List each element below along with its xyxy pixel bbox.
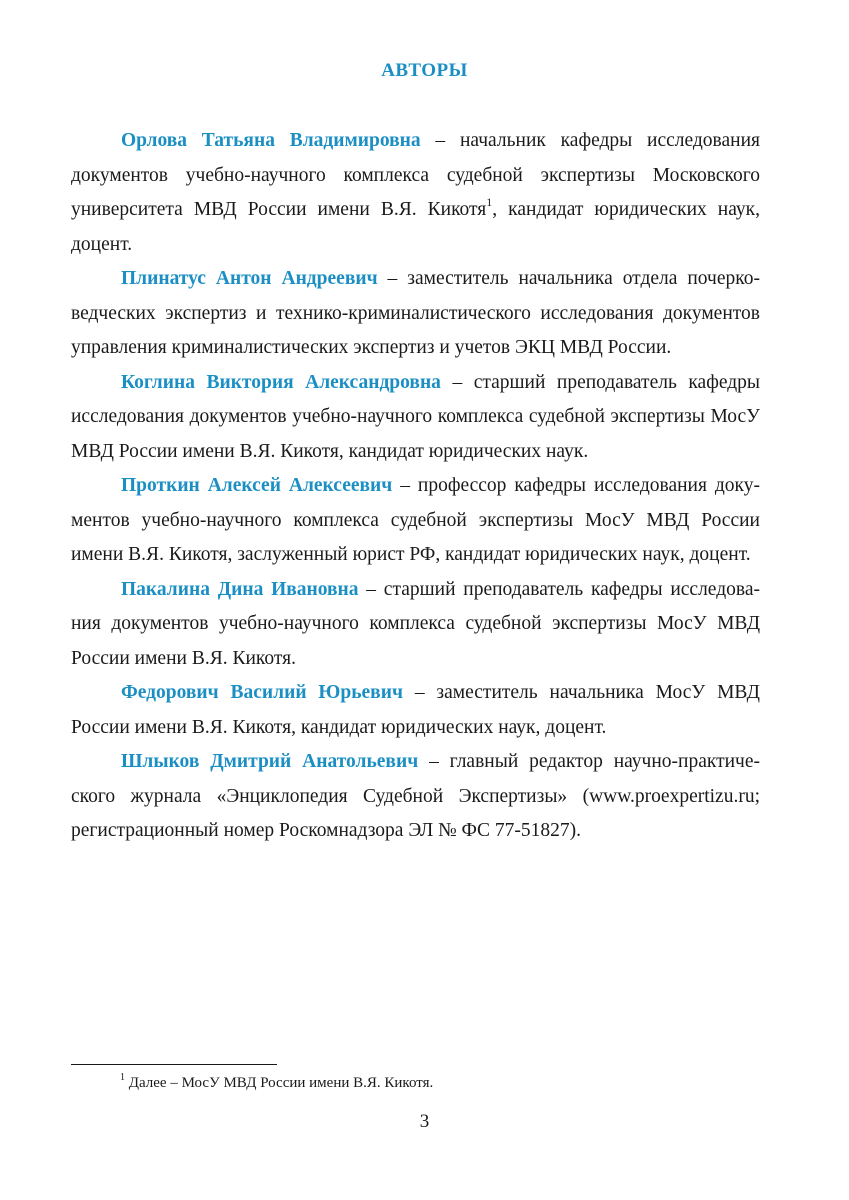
- author-name: Федорович Василий Юрьевич: [121, 682, 403, 703]
- author-description: – старший преподаватель кафедры исследования документов учебно-научного комплекса судебной экспертизы МосУ МВД России имени В.Я. Кикотя.: [71, 578, 760, 669]
- author-name: Проткин Алексей Алексеевич: [121, 475, 393, 496]
- footnote: [120, 1073, 433, 1093]
- author-entry: [71, 676, 760, 745]
- footnote-marker: 1: [120, 1072, 125, 1083]
- author-entry: [71, 366, 760, 470]
- author-description: – главный редактор научно-практического журнала «Энциклопедия Судебной Экспертизы» (www.proexpertizu.ru; регистрационный номер Роскомнадзора ЭЛ № ФС 77-51827).: [71, 751, 761, 841]
- page-title: АВТОРЫ: [381, 60, 468, 81]
- author-name: Плинатус Антон Андреевич: [121, 268, 378, 289]
- author-description: – профессор кафедры исследования документов учебно-научного комплекса судебной экспертизы МосУ МВД России имени В.Я. Кикотя, заслуженный юрист РФ, кандидат юридических наук, доцент.: [71, 475, 760, 565]
- author-name: Пакалина Дина Ивановна: [121, 578, 359, 600]
- author-description: – заместитель начальника МосУ МВД России имени В.Я. Кикотя, кандидат юридических наук, доцент.: [71, 682, 760, 738]
- author-description: – старший преподаватель кафедры исследования документов учебно-научного комплекса судебной экспертизы МосУ МВД России имени В.Я. Кикотя, кандидат юридических наук.: [71, 371, 760, 462]
- author-name: Шлыков Дмитрий Анатольевич: [121, 751, 419, 772]
- page-number: 3: [419, 1111, 430, 1132]
- author-entry: [71, 469, 760, 573]
- author-description-continued: , кандидат юридических наук, доцент.: [71, 199, 760, 255]
- footnote-divider: [71, 1064, 277, 1065]
- author-entry: [71, 262, 760, 366]
- author-entry: [71, 124, 760, 262]
- footnote-reference: 1: [486, 194, 493, 209]
- author-name: Орлова Татьяна Владимировна: [121, 130, 421, 151]
- footnote-text: Далее – МосУ МВД России имени В.Я. Кикотя.: [125, 1075, 434, 1091]
- author-description: – заместитель начальника отдела почерковедческих экспертиз и технико-криминалистического исследования документов управления криминалистических экспертиз и учетов ЭКЦ МВД России.: [71, 268, 760, 358]
- authors-list: [71, 124, 760, 849]
- author-name: Коглина Виктория Александровна: [121, 371, 441, 393]
- author-entry: [71, 573, 760, 677]
- author-entry: [71, 745, 760, 849]
- author-description: – начальник кафедры исследования документов учебно-научного комплекса судебной экспертизы Московского университета МВД России имени В.Я. Кикотя: [71, 130, 760, 220]
